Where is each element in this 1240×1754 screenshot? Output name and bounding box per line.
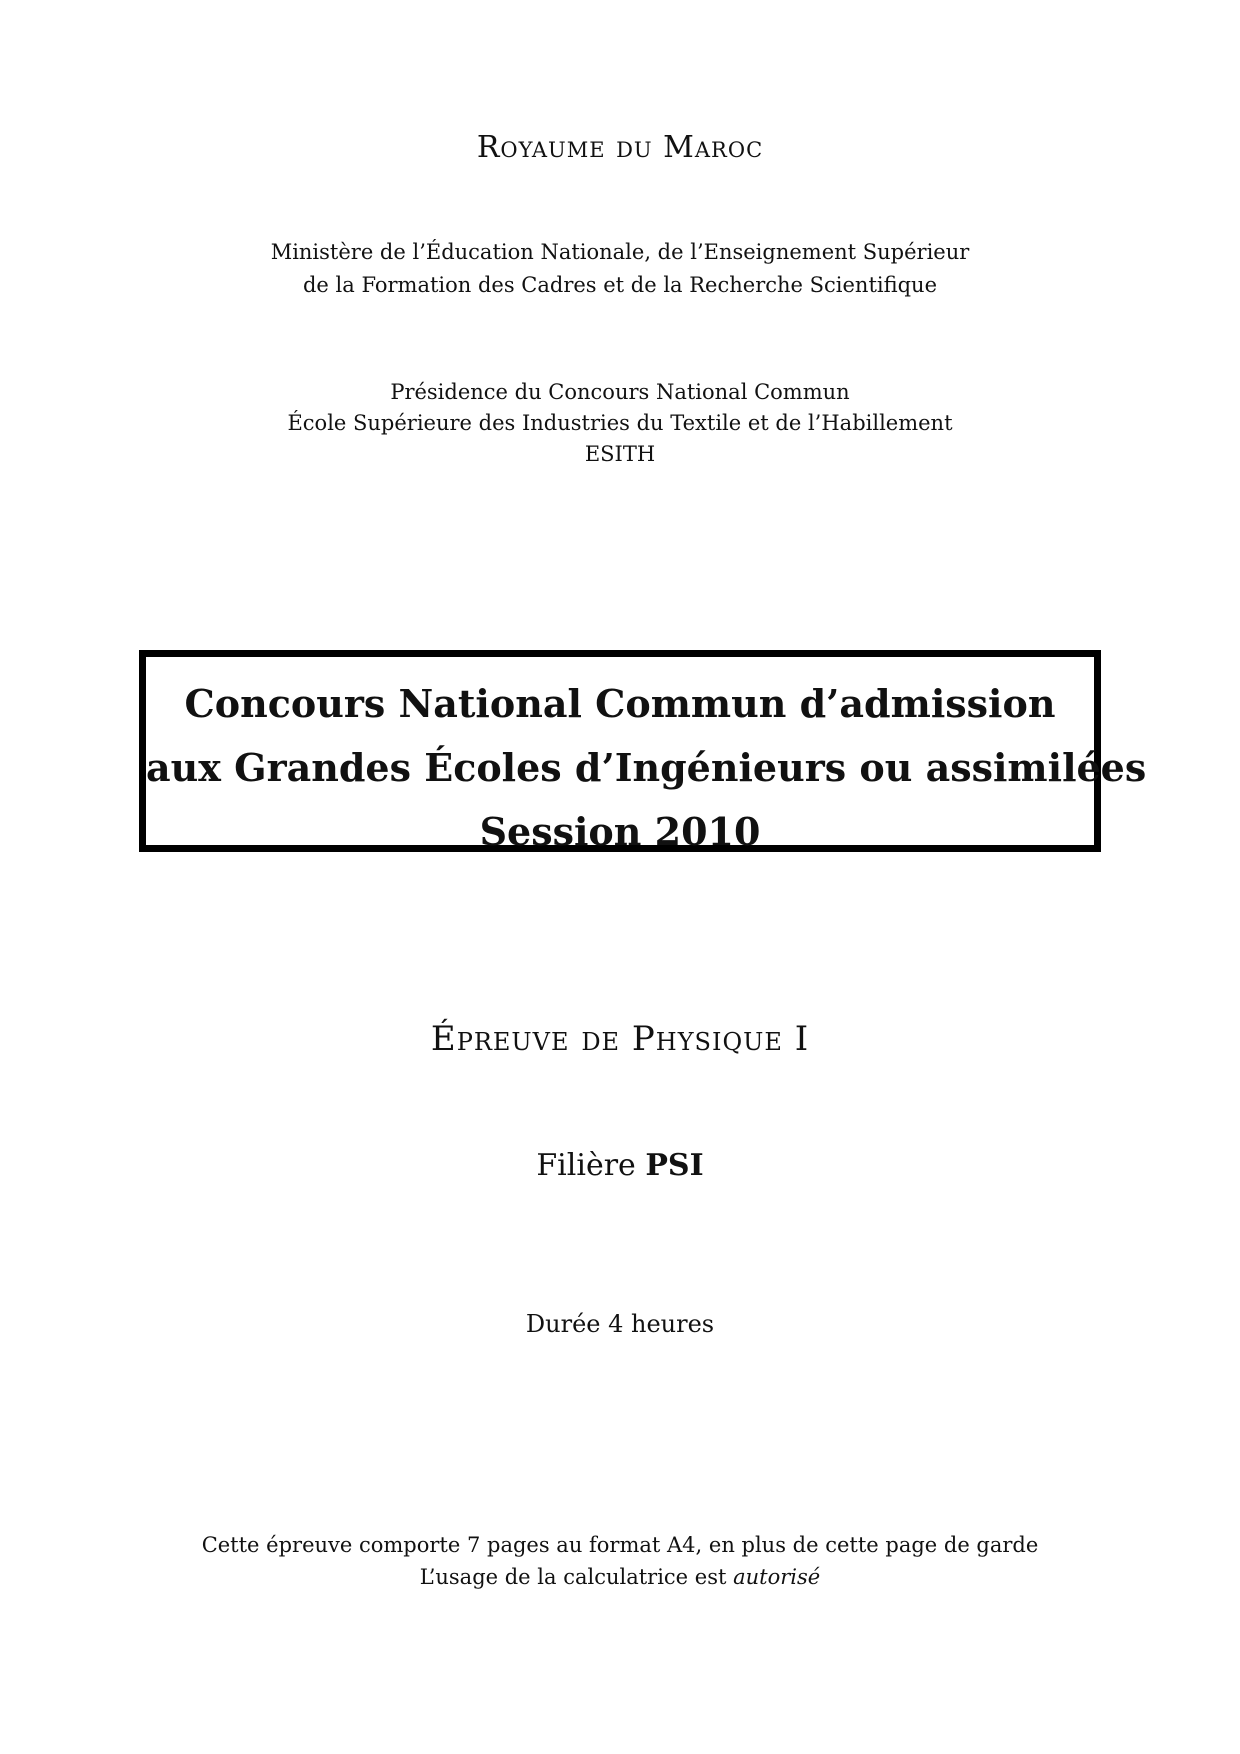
- track-label: Filière: [536, 1148, 636, 1183]
- presidency-line-1: Présidence du Concours National Commun: [390, 380, 850, 404]
- presidency-line-2: École Supérieure des Industries du Textile et de l’Habillement: [287, 411, 953, 435]
- calculator-status: autorisé: [733, 1565, 821, 1589]
- exam-duration: Durée 4 heures: [525, 1310, 715, 1338]
- calculator-prefix: L’usage de la calculatrice est: [419, 1565, 727, 1589]
- presidency-line-3: ESITH: [584, 442, 656, 466]
- exam-title-line-1: Concours National Commun d’admission: [184, 681, 1056, 726]
- exam-title-line-2: aux Grandes Écoles d’Ingénieurs ou assimilées: [146, 745, 1147, 790]
- exam-session: Session 2010: [479, 809, 761, 854]
- track-value: PSI: [645, 1148, 704, 1183]
- calculator-note: [0, 1562, 1240, 1592]
- kingdom-heading: Royaume du Maroc: [476, 130, 764, 165]
- pages-note: Cette épreuve comporte 7 pages au format A4, en plus de cette page de garde: [201, 1533, 1039, 1557]
- exam-title-box: [139, 650, 1147, 854]
- exam-track: [0, 1148, 1240, 1183]
- ministry-line-2: de la Formation des Cadres et de la Recherche Scientifique: [302, 273, 938, 297]
- ministry-line-1: Ministère de l’Éducation Nationale, de l’Enseignement Supérieur: [270, 240, 970, 264]
- exam-subject: Épreuve de Physique I: [430, 1019, 810, 1059]
